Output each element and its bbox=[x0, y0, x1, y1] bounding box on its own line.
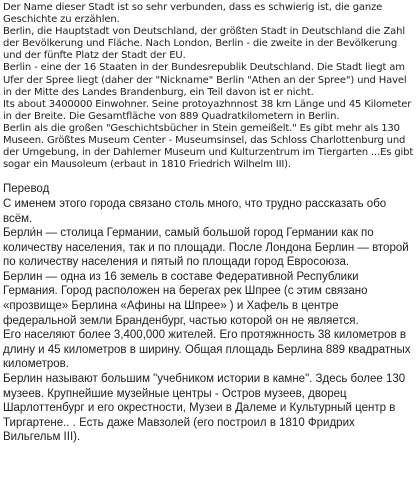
german-paragraph-5: Berlin als die großen "Geschichtsbücher in Stein gemeißelt." Es gibt mehr als 130 Museen. Größtes Museum Center - Museumsinsel, das Schloss Charlottenburg und der Umgebung, in der Dahlemer Museum und Kulturzentrum im Tiergarten ...Es gibt sogar ein Mausoleum (erbaut in 1810 Friedrich Wilhelm III). bbox=[3, 122, 414, 171]
german-paragraph-3: Berlin - eine der 16 Staaten in der Bundesrepublik Deutschland. Die Stadt liegt am Ufer der Spree liegt (daher der "Nickname" Berlin "Athen an der Spree") und Havel in der Mitte des Landes Brandenburg, ein Teil davon ist er nicht. bbox=[3, 62, 407, 98]
german-paragraph-1: Der Name dieser Stadt ist so sehr verbunden, dass es schwierig ist, die ganze Geschichte zu erzählen. bbox=[3, 2, 383, 26]
russian-paragraph-1: С именем этого города связано столь много, что трудно рассказать обо всём. bbox=[3, 197, 387, 225]
german-paragraph-2: Berlin, die Hauptstadt von Deutschland, der größten Stadt in Deutschland die Zahl der Bevölkerung und Fläche. Nach London, Berlin - die zweite in der Bevölkerung und der fünfte Platz der Stadt der EU. bbox=[3, 26, 405, 62]
section-spacer bbox=[3, 171, 414, 182]
translation-heading: Перевод bbox=[3, 183, 50, 196]
russian-section bbox=[3, 182, 414, 445]
russian-paragraph-3: Берлин — одна из 16 земель в составе Федеративной Республики Германия. Город расположен на берегах рек Шпрее (с этим связано «прозвище» Берлина «Афины на Шпрее» ) и Хафель в центре федеральной земли Бранденбург, частью которой он не является. bbox=[3, 270, 368, 327]
russian-paragraph-2: Берли́н — столица Германии, самый большой город Германии как по количеству населения, так и по площади. После Лондона Берлин — второй по количеству населения и пятый по площади город Евросоюза. bbox=[3, 227, 409, 269]
german-paragraph-4: Its about 3400000 Einwohner. Seine protoyazhnnost 38 km Länge und 45 Kilometer in der Breite. Die Gesamtfläche von 889 Quadratkilometern in Berlin. bbox=[3, 98, 412, 122]
german-section bbox=[3, 2, 414, 171]
russian-paragraph-4: Его населяют более 3,400,000 жителей. Его протяжнность 38 километров в длину и 45 километров в ширину. Общая площадь Берлина 889 квадратных километров. bbox=[3, 329, 411, 371]
russian-paragraph-5: Берлин называют большим "учебником истории в камне". Здесь более 130 музеев. Крупнейшие музейные центры - Остров музеев, дворец Шарлоттенбург и его окрестности, Музеи в Далеме и Культурный центр в Тиргартене.. . Есть даже Мавзолей (его построил в 1810 Фридрих Вильгельм III). bbox=[3, 373, 406, 444]
